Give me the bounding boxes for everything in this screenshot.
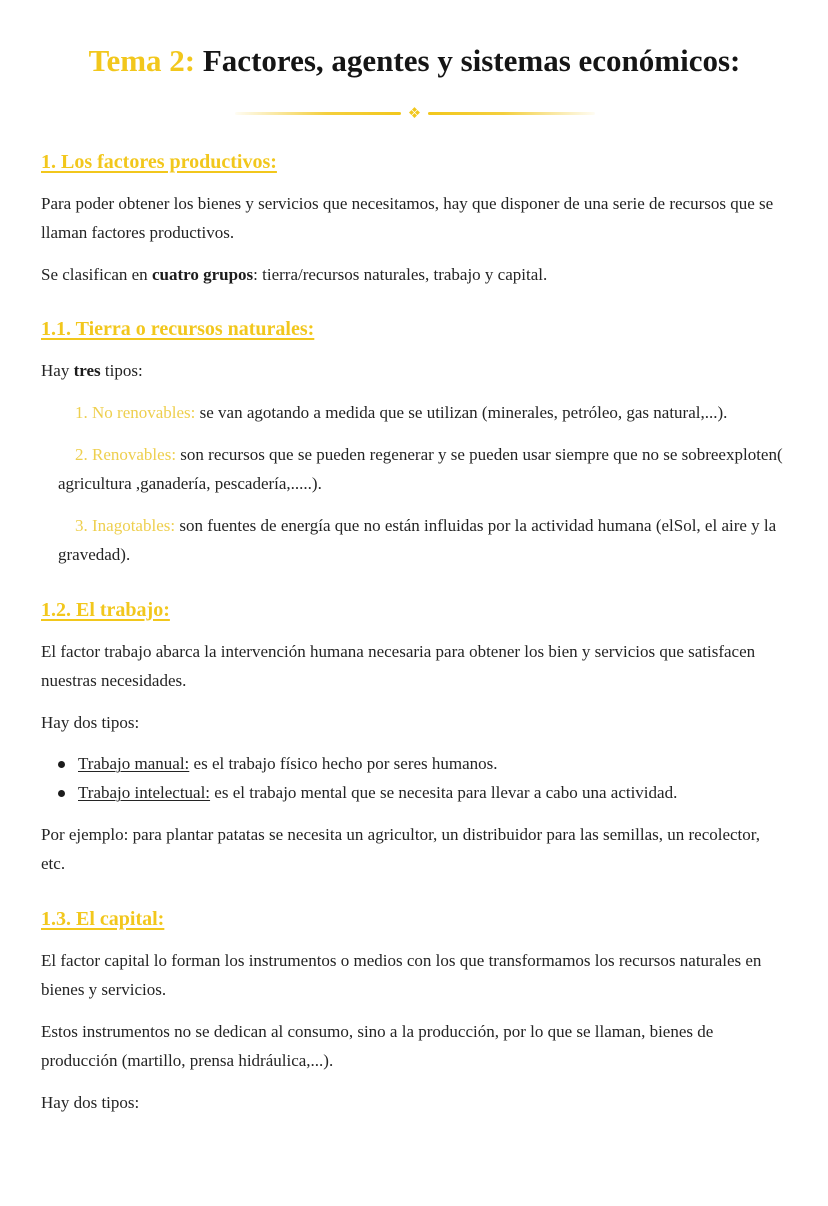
paragraph-capital-def: El factor capital lo forman los instrumentos o medios con los que transformamos los recursos naturales en bienes y servicios. <box>41 951 762 999</box>
paragraph-trabajo-ejemplo: Por ejemplo: para plantar patatas se necesita un agricultor, un distribuidor para las semillas, un recolector, etc. <box>41 825 761 874</box>
page-title <box>41 42 788 81</box>
bullet-icon <box>58 790 65 797</box>
tierra-intro-bold: tres <box>73 361 101 381</box>
divider-line-left <box>235 112 401 115</box>
paragraph-factores-intro: Para poder obtener los bienes y servicios que necesitamos, hay que disponer de una serie de recursos que se llaman factores productivos. <box>41 193 774 242</box>
section-heading-capital: 1.3. El capital: <box>41 908 165 930</box>
list-item-renovables <box>41 441 788 499</box>
paragraph-capital-tipos: Hay dos tipos: <box>41 1092 140 1112</box>
list-item-text: se van agotando a medida que se utilizan (minerales, petróleo, gas natural,...). <box>195 403 728 423</box>
tierra-intro-pre: Hay <box>41 361 74 381</box>
paragraph-tierra-intro <box>41 357 788 386</box>
divider-line-right <box>428 112 594 115</box>
bullet-text: es el trabajo físico hecho por seres humanos. <box>189 754 498 774</box>
work-types-list <box>41 750 788 808</box>
list-item-label: 3. Inagotables: <box>75 515 176 535</box>
bullet-lead: Trabajo intelectual: <box>78 783 211 803</box>
section-trabajo <box>41 597 788 879</box>
list-item-text: son recursos que se pueden regenerar y se pueden usar siempre que no se sobreexploten( agricultura ,ganadería, pescadería,.....). <box>58 445 783 494</box>
paragraph-clasificacion <box>41 261 788 290</box>
list-item-inagotables <box>41 512 788 570</box>
page-title-main: Factores, agentes y sistemas económicos: <box>195 43 741 78</box>
bullet-text: es el trabajo mental que se necesita para llevar a cabo una actividad. <box>210 783 678 803</box>
section-heading-factores: 1. Los factores productivos: <box>41 150 277 173</box>
section-heading-tierra: 1.1. Tierra o recursos naturales: <box>41 318 315 341</box>
list-item-label: 1. No renovables: <box>75 403 196 423</box>
bullet-lead: Trabajo manual: <box>78 754 190 774</box>
list-item-no-renovables <box>41 399 788 428</box>
clasificacion-bold: cuatro grupos <box>151 264 254 284</box>
paragraph-capital-produccion: Estos instrumentos no se dedican al consumo, sino a la producción, por lo que se llaman, bienes de producción (martillo, prensa hidráulica,...). <box>41 1021 714 1070</box>
page-title-prefix: Tema 2: <box>88 43 196 78</box>
bullet-icon <box>58 761 65 768</box>
list-item-trabajo-manual <box>41 750 788 779</box>
decorative-divider <box>235 105 595 123</box>
paragraph-trabajo-def: El factor trabajo abarca la intervención humana necesaria para obtener los bien y servicios que satisfacen nuestras necesidades. <box>41 641 756 690</box>
list-item-trabajo-intelectual <box>41 779 788 808</box>
section-heading-trabajo: 1.2. El trabajo: <box>41 598 170 621</box>
tierra-intro-post: tipos: <box>100 361 143 381</box>
clasificacion-text-pre: Se clasifican en <box>41 264 152 284</box>
diamond-ornament-icon: ❖ <box>407 104 422 123</box>
section-factores-productivos <box>41 149 788 290</box>
resource-types-list <box>41 399 788 569</box>
list-item-text: son fuentes de energía que no están influidas por la actividad humana (elSol, el aire y la gravedad). <box>58 515 777 564</box>
section-tierra <box>41 316 788 569</box>
section-capital <box>41 906 788 1117</box>
list-item-label: 2. Renovables: <box>75 445 177 465</box>
paragraph-trabajo-tipos: Hay dos tipos: <box>41 712 140 732</box>
clasificacion-text-post: : tierra/recursos naturales, trabajo y capital. <box>253 264 548 284</box>
